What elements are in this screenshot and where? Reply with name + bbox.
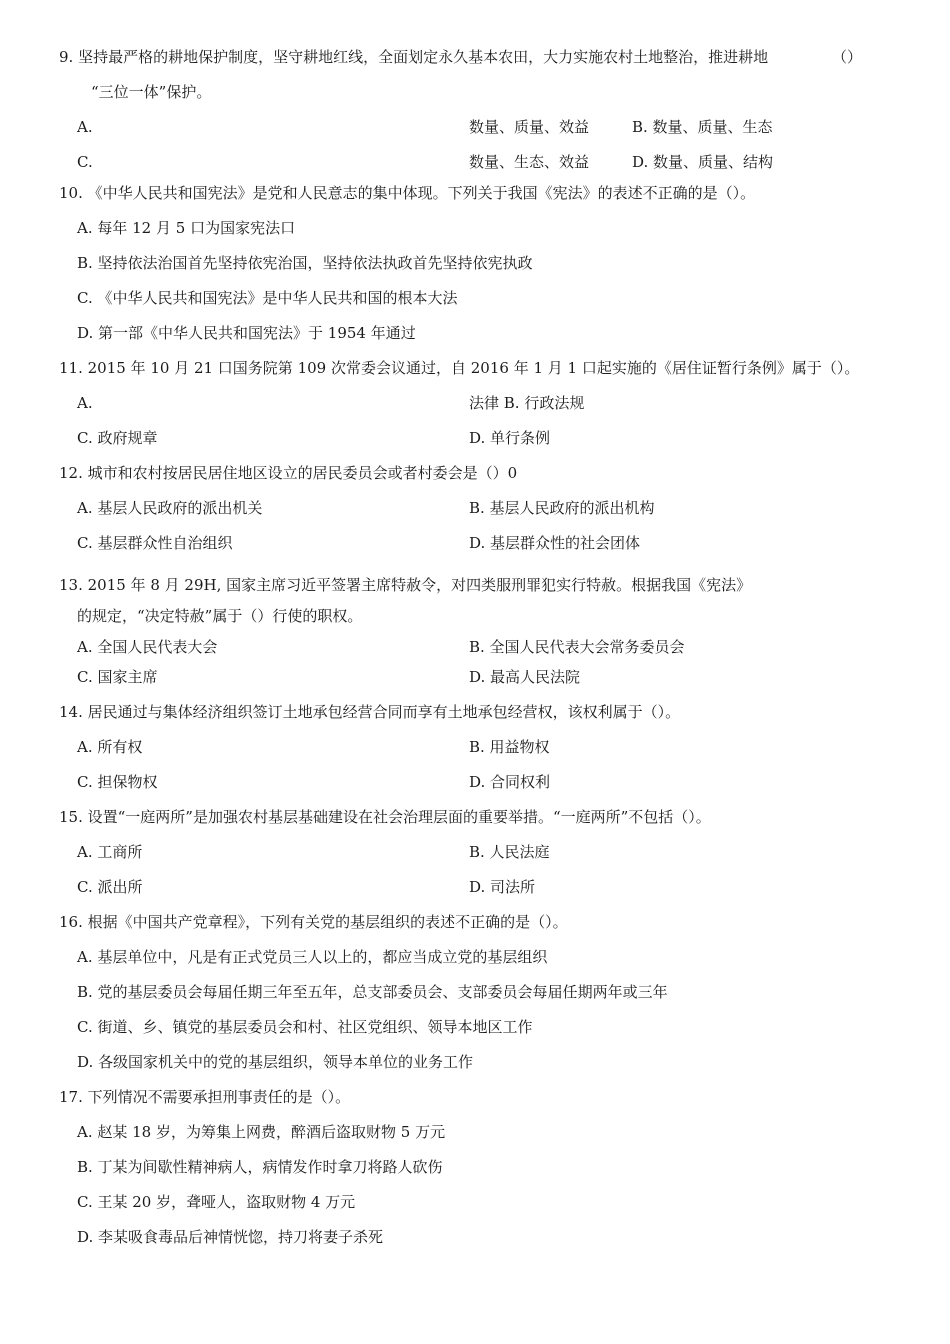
q9-answer-blank: （） (832, 48, 863, 66)
q13-option-c: C. 国家主席 (77, 668, 158, 686)
q9-option-d: D. 数量、质量、结构 (632, 153, 774, 171)
q12-option-a: A. 基层人民政府的派出机关 (77, 499, 263, 517)
q9-option-c-label: C. (77, 153, 93, 171)
q15-stem: 15. 设置“一庭两所”是加强农村基层基础建设在社会治理层面的重要举措。“一庭两所”不包括（）。 (59, 808, 711, 826)
q12-option-d: D. 基层群众性的社会团体 (469, 534, 641, 552)
q15-option-c: C. 派出所 (77, 878, 143, 896)
q13-option-d: D. 最高人民法院 (469, 668, 581, 686)
q12-option-c: C. 基层群众性自治组织 (77, 534, 233, 552)
q17-option-d: D. 李某吸食毒品后神情恍惚，持刀将妻子杀死 (77, 1228, 384, 1246)
q13-option-a: A. 全国人民代表大会 (77, 638, 218, 656)
q9-option-a-label: A. (77, 118, 93, 136)
q14-stem: 14. 居民通过与集体经济组织签订土地承包经营合同而享有土地承包经营权，该权利属于（）。 (59, 703, 681, 721)
q16-option-b: B. 党的基层委员会每届任期三年至五年，总支部委员会、支部委员会每届任期两年或三年 (77, 983, 668, 1001)
q15-option-a: A. 工商所 (77, 843, 143, 861)
q10-stem: 10. 《中华人民共和国宪法》是党和人民意志的集中体现。下列关于我国《宪法》的表述不正确的是（）。 (59, 184, 756, 202)
q17-option-a: A. 赵某 18 岁，为筹集上网费，醉酒后盗取财物 5 万元 (77, 1123, 446, 1141)
q11-option-a-label: A. (77, 394, 93, 412)
q10-option-d: D. 第一部《中华人民共和国宪法》于 1954 年通过 (77, 324, 416, 342)
q10-option-b: B. 坚持依法治国首先坚持依宪治国，坚持依法执政首先坚持依宪执政 (77, 254, 533, 272)
q12-stem: 12. 城市和农村按居民居住地区设立的居民委员会或者村委会是（）0 (59, 464, 518, 482)
q14-option-b: B. 用益物权 (469, 738, 550, 756)
q16-option-c: C. 街道、乡、镇党的基层委员会和村、社区党组织、领导本地区工作 (77, 1018, 533, 1036)
q14-option-c: C. 担保物权 (77, 773, 158, 791)
q9-stem-line1: 9. 坚持最严格的耕地保护制度，坚守耕地红线，全面划定永久基本农田，大力实施农村土地整治，推进耕地 (59, 48, 769, 66)
q17-stem: 17. 下列情况不需要承担刑事责任的是（）。 (59, 1088, 351, 1106)
q11-option-c: C. 政府规章 (77, 429, 158, 447)
q9-option-b: B. 数量、质量、生态 (632, 118, 773, 136)
q16-option-a: A. 基层单位中，凡是有正式党员三人以上的，都应当成立党的基层组织 (77, 948, 548, 966)
q13-option-b: B. 全国人民代表大会常务委员会 (469, 638, 685, 656)
q14-option-d: D. 合同权利 (469, 773, 551, 791)
q16-option-d: D. 各级国家机关中的党的基层组织，领导本单位的业务工作 (77, 1053, 474, 1071)
q11-stem: 11. 2015 年 10 月 21 口国务院第 109 次常委会议通过，自 2016 年 1 月 1 口起实施的《居住证暂行条例》属于（）。 (59, 359, 860, 377)
q10-option-c: C. 《中华人民共和国宪法》是中华人民共和国的根本大法 (77, 289, 458, 307)
q10-option-a: A. 每年 12 月 5 口为国家宪法口 (77, 219, 296, 237)
q17-option-b: B. 丁某为间歇性精神病人，病情发作时拿刀将路人砍伤 (77, 1158, 443, 1176)
q9-stem-line2: “三位一体”保护。 (91, 83, 212, 101)
q15-option-d: D. 司法所 (469, 878, 536, 896)
q9-option-a-text: 数量、质量、效益 (469, 118, 590, 136)
q12-option-b: B. 基层人民政府的派出机构 (469, 499, 655, 517)
q11-option-a-b-text: 法律 B. 行政法规 (469, 394, 585, 412)
q11-option-d: D. 单行条例 (469, 429, 551, 447)
q17-option-c: C. 王某 20 岁，聋哑人，盗取财物 4 万元 (77, 1193, 356, 1211)
q9-option-c-text: 数量、生态、效益 (469, 153, 590, 171)
q13-stem-line1: 13. 2015 年 8 月 29H, 国家主席习近平签署主席特赦令，对四类服刑罪犯实行特赦。根据我国《宪法》 (59, 576, 752, 594)
q16-stem: 16. 根据《中国共产党章程》，下列有关党的基层组织的表述不正确的是（）。 (59, 913, 568, 931)
q14-option-a: A. 所有权 (77, 738, 143, 756)
q13-stem-line2: 的规定，“决定特赦”属于（）行使的职权。 (77, 607, 363, 625)
q15-option-b: B. 人民法庭 (469, 843, 550, 861)
